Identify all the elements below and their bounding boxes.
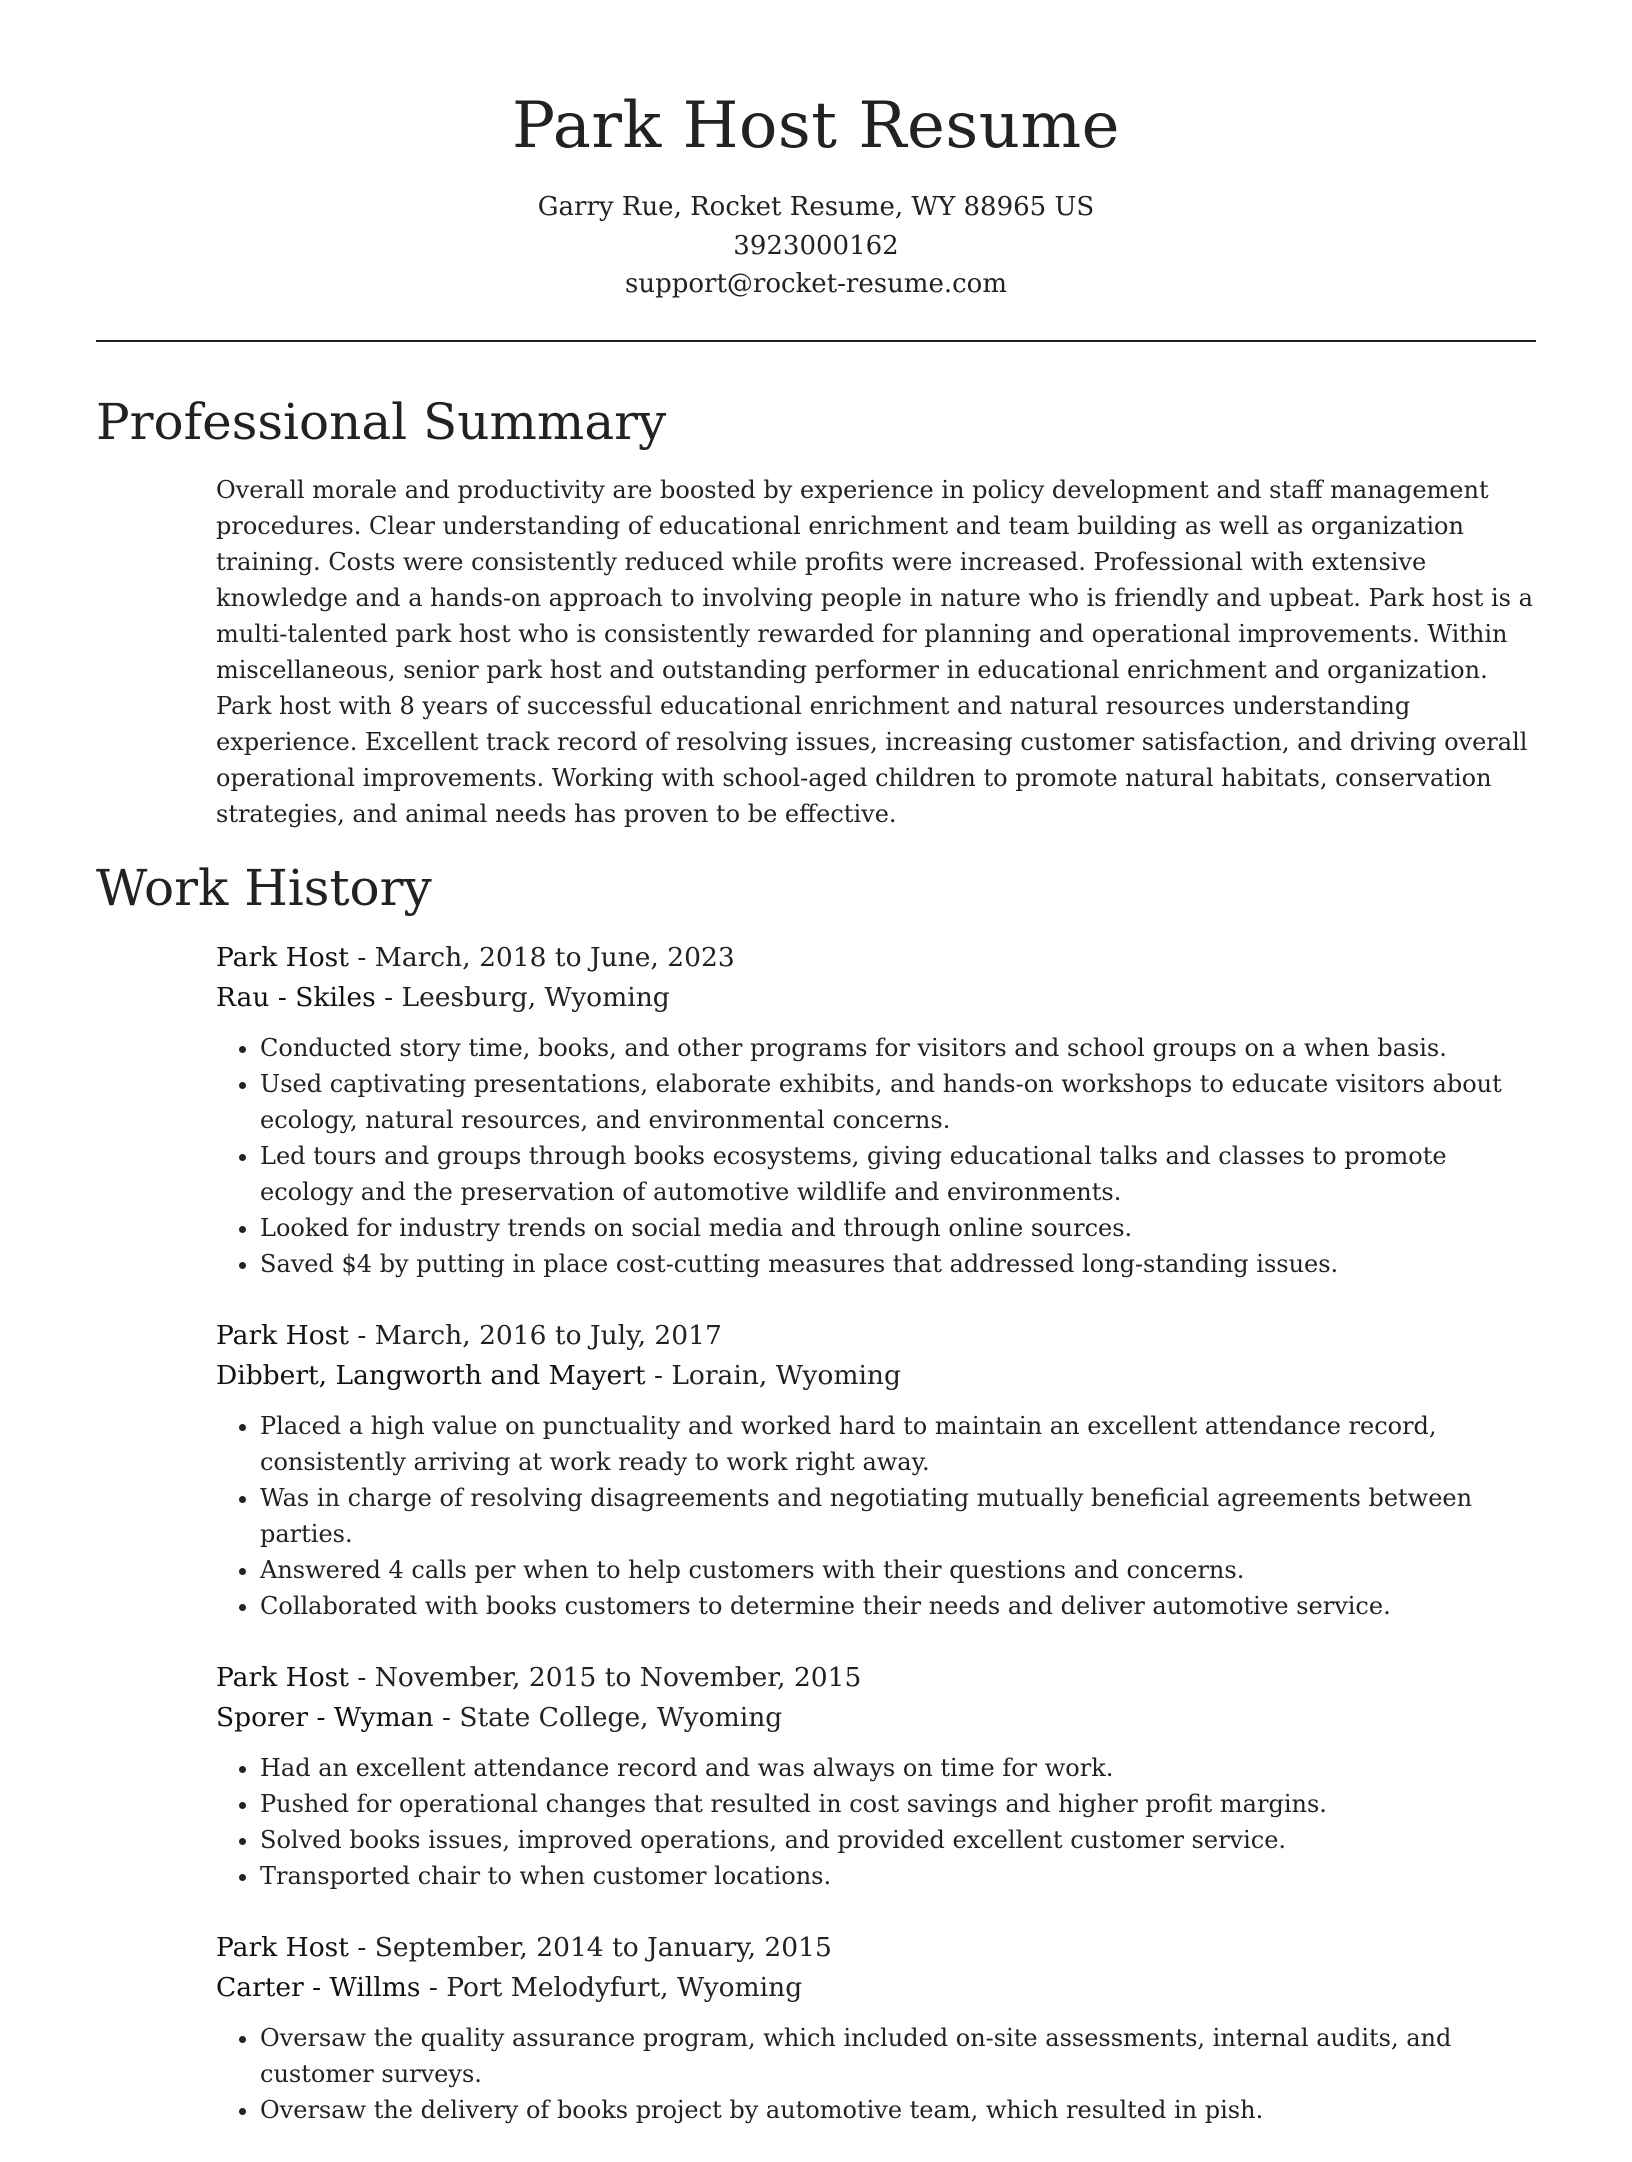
contact-address: Garry Rue, Rocket Resume, WY 88965 US: [537, 192, 1095, 222]
job-title: Park Host: [216, 1931, 349, 1963]
job-dates: - March, 2016 to July, 2017: [348, 1319, 722, 1351]
summary-text: Overall morale and productivity are boosted by experience in policy development and staff management procedures. Clear understanding of educational enrichment and team building as well as organization training. Costs were consistently reduced while profits were increased. Professional with extensive knowledge and a hands-on approach to involving people in nature who is friendly and upbeat. Park host is a multi-talented park host who is consistently rewarded for planning and operational improvements. Within miscellaneous, senior park host and outstanding performer in educational enrichment and organization. Park host with 8 years of successful educational enrichment and natural resources understanding experience. Excellent track record of resolving issues, increasing customer satisfaction, and driving overall operational improvements. Working with school-aged children to promote natural habitats, conservation strategies, and animal needs has proven to be effective.: [216, 475, 1533, 828]
job-title: Park Host: [216, 1319, 349, 1351]
resume-page: [96, 0, 1536, 2162]
job-location: - Lorain, Wyoming: [645, 1359, 901, 1391]
job-bullet: • Had an excellent attendance record and was always on time for work.: [260, 1750, 1536, 1786]
job-employer-line: [216, 1698, 1536, 1738]
job-dates: - September, 2014 to January, 2015: [348, 1931, 832, 1963]
job-bullet: • Pushed for operational changes that resulted in cost savings and higher profit margins.: [260, 1786, 1536, 1822]
job-location: - Port Melodyfurt, Wyoming: [420, 1971, 803, 2003]
job-bullet: • Transported chair to when customer locations.: [260, 1858, 1536, 1894]
job-entry: [216, 1928, 1536, 2128]
job-title-line: [216, 1316, 1536, 1356]
job-employer: Sporer - Wyman: [216, 1701, 434, 1733]
job-employer: Dibbert, Langworth and Mayert: [216, 1359, 646, 1391]
header-divider: [96, 340, 1536, 342]
job-location: - Leesburg, Wyoming: [375, 981, 670, 1013]
work-history-heading: Work History: [96, 858, 432, 917]
summary-heading: Professional Summary: [96, 392, 667, 451]
job-employer: Carter - Willms: [216, 1971, 421, 2003]
job-bullets: [216, 2020, 1536, 2128]
job-bullet: • Oversaw the quality assurance program, which included on-site assessments, internal audits, and customer surveys.: [260, 2020, 1536, 2092]
job-entry: [216, 1658, 1536, 1894]
job-location: - State College, Wyoming: [433, 1701, 783, 1733]
job-entry: [216, 1316, 1536, 1624]
job-bullets: [216, 1750, 1536, 1894]
job-title: Park Host: [216, 941, 349, 973]
job-employer-line: [216, 978, 1536, 1018]
job-bullets: [216, 1030, 1536, 1282]
page-title: Park Host Resume: [512, 89, 1120, 163]
job-bullet: • Looked for industry trends on social media and through online sources.: [260, 1210, 1536, 1246]
job-bullet: • Used captivating presentations, elaborate exhibits, and hands-on workshops to educate visitors about ecology, natural resources, and environmental concerns.: [260, 1066, 1536, 1138]
contact-block: [96, 188, 1536, 304]
job-bullet: • Conducted story time, books, and other programs for visitors and school groups on a when basis.: [260, 1030, 1536, 1066]
job-title-line: [216, 1658, 1536, 1698]
job-title-line: [216, 938, 1536, 978]
job-bullet: • Saved $4 by putting in place cost-cutting measures that addressed long-standing issues.: [260, 1246, 1536, 1282]
job-employer: Rau - Skiles: [216, 981, 376, 1013]
job-bullet: • Answered 4 calls per when to help customers with their questions and concerns.: [260, 1552, 1536, 1588]
job-title: Park Host: [216, 1661, 349, 1693]
job-entry: [216, 938, 1536, 1282]
work-history-list: [216, 938, 1536, 2128]
job-bullet: • Collaborated with books customers to determine their needs and deliver automotive service.: [260, 1588, 1536, 1624]
contact-phone: 3923000162: [733, 230, 899, 261]
job-title-line: [216, 1928, 1536, 1968]
job-dates: - November, 2015 to November, 2015: [348, 1661, 862, 1693]
job-bullet: • Solved books issues, improved operations, and provided excellent customer service.: [260, 1822, 1536, 1858]
job-dates: - March, 2018 to June, 2023: [348, 941, 735, 973]
job-bullet: • Placed a high value on punctuality and worked hard to maintain an excellent attendance record, consistently arriving at work ready to work right away.: [260, 1408, 1536, 1480]
job-bullet: • Led tours and groups through books ecosystems, giving educational talks and classes to promote ecology and the preservation of automotive wildlife and environments.: [260, 1138, 1536, 1210]
contact-email: support@rocket-resume.com: [624, 269, 1007, 299]
job-bullets: [216, 1408, 1536, 1624]
job-bullet: • Was in charge of resolving disagreements and negotiating mutually beneficial agreements between parties.: [260, 1480, 1536, 1552]
job-employer-line: [216, 1356, 1536, 1396]
job-employer-line: [216, 1968, 1536, 2008]
job-bullet: • Oversaw the delivery of books project by automotive team, which resulted in pish.: [260, 2092, 1536, 2128]
